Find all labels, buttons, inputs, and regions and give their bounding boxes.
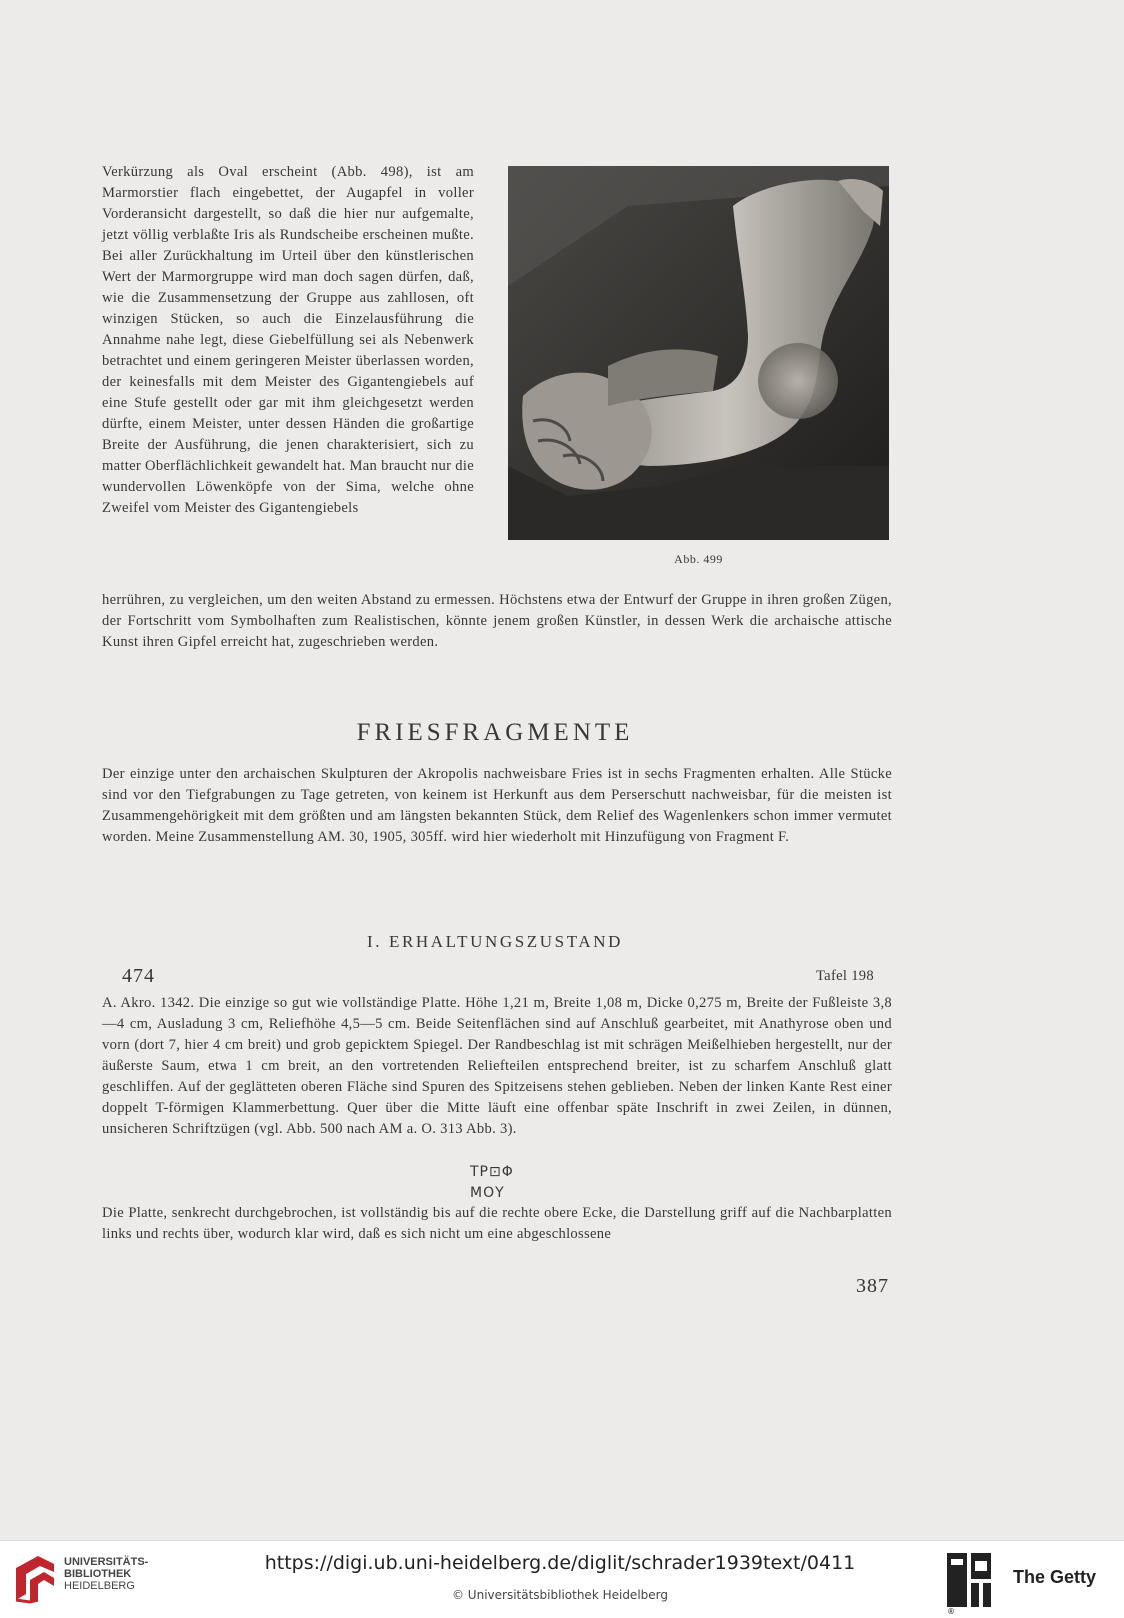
body-paragraph-beside-figure: Verkürzung als Oval erscheint (Abb. 498), ist am Marmorstier flach eingebettet, der Augapfel in voller Vorderansicht dargestellt, so daß die hier nur aufgemalte, jetzt völlig verblaßte Iris als Rundscheibe erscheinen mußte. Bei aller Zurückhaltung im Urteil über den künstlerischen Wert der Marmorgruppe wird man doch sagen dürfen, daß, wie die Zusammensetzung der Gruppe aus zahllosen, oft winzigen Stücken, so auch die Einzelausführung die Annahme nahe legt, diese Giebelfüllung sei als Nebenwerk betrachtet und einem geringeren Meister überlassen worden, der keinesfalls mit dem Meister des Gigantengiebels auf eine Stufe gestellt oder gar mit ihm gleichgesetzt werden dürfte, einem Meister, unter dessen Händen die großartige Breite der Ausführung, die jenen charakterisiert, sich zu matter Oberflächlichkeit gewandelt hat. Man braucht nur die wundervollen Löwenköpfe von der Sima, welche ohne Zweifel vom Meister des Gigantengiebels [102, 164, 474, 516]
plate-reference: Tafel 198 [815, 968, 874, 984]
subsection-heading: I. ERHALTUNGSZUSTAND [367, 932, 623, 951]
ub-heidelberg-wordmark[interactable]: UNIVERSITÄTS- BIBLIOTHEK HEIDELBERG [64, 1556, 149, 1592]
inscription-line-1: TP⊡Φ [470, 1164, 514, 1180]
getty-logo-icon[interactable] [945, 1551, 997, 1614]
sculpture-photo-drawing [508, 166, 889, 540]
digitization-footer [0, 1540, 1124, 1618]
body-paragraph-continuation: herrühren, zu vergleichen, um den weiten Abstand zu ermessen. Höchstens etwa der Entwurf der Gruppe in ihren großen Zügen, der Fortschritt vom Symbolhaften zum Realistischen, könnte jenem großen Künstler, in dessen Werk die archaische attische Kunst ihren Gipfel erreicht hat, zugeschrieben werden. [102, 592, 892, 650]
figure-caption: Abb. 499 [674, 552, 723, 566]
catalog-entry-paragraph: A. Akro. 1342. Die einzige so gut wie vollständige Platte. Höhe 1,21 m, Breite 1,08 m, Dicke 0,275 m, Breite der Fußleiste 3,8—4 cm, Ausladung 3 cm, Reliefhöhe 4,5—5 cm. Beide Seitenflächen sind auf Anschluß gearbeitet, mit Anathyrose oben und vorn (dort 7, hier 4 cm breit) und grob gepicktem Spiegel. Der Randbeschlag ist mit schrägen Meißelhieben hergestellt, nur der äußerste Saum, etwa 1 cm breit, an den vortretenden Reliefteilen entsprechend breiter, ist zu scharfem Anschluß glatt geschliffen. Auf der geglätteten oberen Fläche sind Spuren des Spitzeisens stehen geblieben. Neben der linken Kante Rest einer doppelt T-förmigen Klammerbettung. Quer über die Mitte läuft eine offenbar späte Inschrift in zwei Zeilen, in dünnen, unsicheren Schriftzügen (vgl. Abb. 500 nach AM a. O. 313 Abb. 3). [102, 995, 892, 1137]
figure-photo-sculpture-leg [508, 166, 889, 540]
copyright-notice: © Universitätsbibliothek Heidelberg [451, 1588, 668, 1602]
section-heading: FRIESFRAGMENTE [356, 719, 634, 746]
catalog-number: 474 [122, 965, 155, 987]
permalink-url[interactable]: https://digi.ub.uni-heidelberg.de/diglit/schrader1939text/0411 [264, 1552, 856, 1574]
getty-wordmark[interactable]: The Getty [1013, 1567, 1097, 1587]
registered-mark: ® [947, 1607, 955, 1616]
page-number: 387 [856, 1275, 889, 1297]
section-intro-paragraph: Der einzige unter den archaischen Skulpturen der Akropolis nachweisbare Fries ist in sechs Fragmenten erhalten. Alle Stücke sind vor den Tiefgrabungen zu Tage getreten, von keinem ist Herkunft aus dem Perserschutt nachweisbar, für die meisten ist Zusammengehörigkeit mit dem größten und am längsten bekannten Stück, dem Relief des Wagenlenkers schon immer vermutet worden. Meine Zusammenstellung AM. 30, 1905, 305ff. wird hier wiederholt mit Hinzufügung von Fragment F. [102, 766, 892, 845]
ub-heidelberg-logo-icon[interactable] [10, 1550, 60, 1613]
closing-paragraph: Die Platte, senkrecht durchgebrochen, ist vollständig bis auf die rechte obere Ecke, die Darstellung griff auf die Nachbarplatten links und rechts über, wodurch klar wird, daß es sich nicht um eine abgeschlossene [102, 1205, 892, 1242]
inscription-line-2: ΜΟΥ [470, 1185, 505, 1201]
